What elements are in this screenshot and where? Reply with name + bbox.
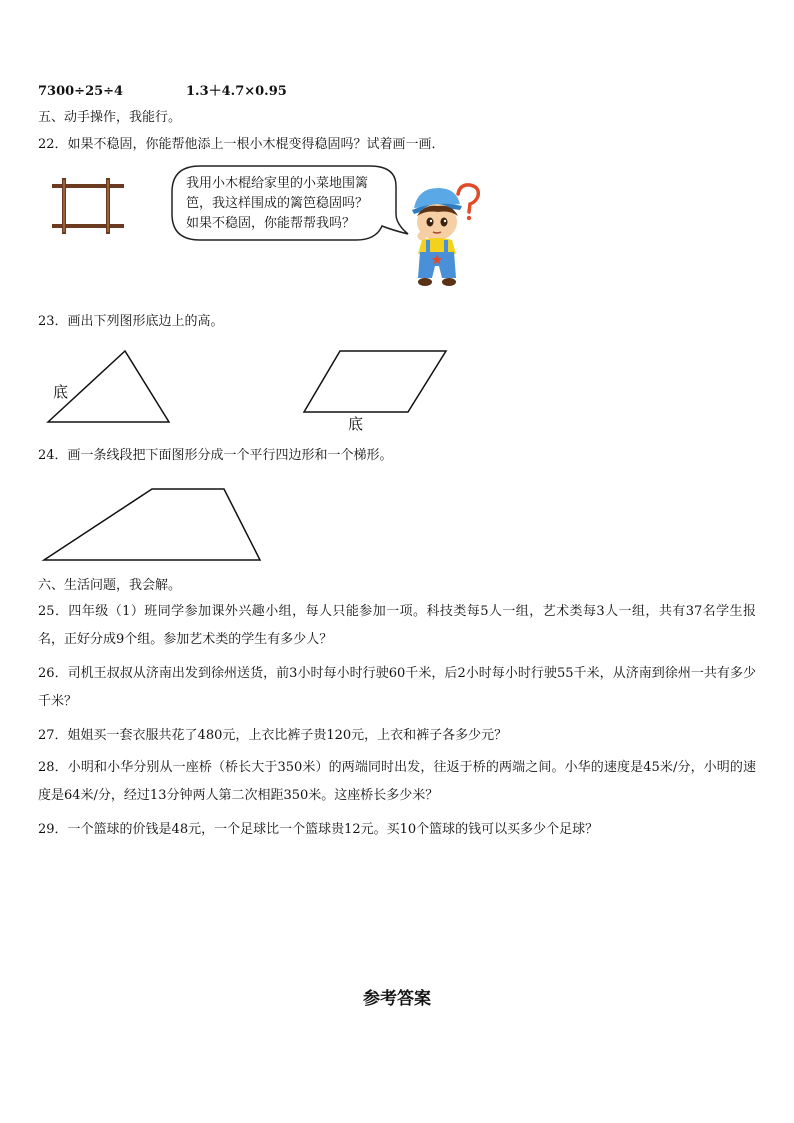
section-5-title: 五、动手操作，我能行。 bbox=[38, 110, 182, 125]
triangle-base-label: 底 bbox=[53, 383, 69, 401]
question-24: 24．画一条线段把下面图形分成一个平行四边形和一个梯形。 bbox=[38, 448, 393, 463]
answer-section-title: 参考答案 bbox=[363, 989, 431, 1009]
question-mark-icon bbox=[458, 185, 478, 220]
parallelogram-figure bbox=[300, 348, 450, 416]
question-26: 26．司机王叔叔从济南出发到徐州送货，前3小时每小时行驶60千米，后2小时每小时行驶55千米，从济南到徐州一共有多少千米？ bbox=[38, 666, 756, 709]
bubble-line-2: 笆，我这样围成的篱笆稳固吗？ bbox=[186, 196, 369, 211]
thinking-boy-icon bbox=[408, 182, 490, 296]
speech-bubble bbox=[170, 164, 420, 242]
question-23: 23．画出下列图形底边上的高。 bbox=[38, 314, 224, 329]
calc-expression-1: 7300÷25÷4 bbox=[38, 84, 124, 99]
question-29: 29．一个篮球的价钱是48元，一个足球比一个篮球贵12元。买10个篮球的钱可以买多少个足球？ bbox=[38, 822, 599, 837]
question-28: 28．小明和小华分别从一座桥（桥长大于350米）的两端同时出发，往返于桥的两端之间。小华的速度是45米/分，小明的速度是64米/分，经过13分钟两人第二次相距350米。这座桥长多少米？ bbox=[38, 760, 756, 803]
calc-expression-2: 1.3＋4.7×0.95 bbox=[186, 84, 287, 99]
bubble-line-1: 我用小木棍给家里的小菜地围篱 bbox=[186, 176, 369, 191]
trapezoid-figure bbox=[40, 486, 264, 564]
wooden-frame-figure bbox=[50, 178, 126, 234]
question-25: 25．四年级（1）班同学参加课外兴趣小组，每人只能参加一项。科技类每5人一组，艺术类每3人一组，共有37名学生报名，正好分成9个组。参加艺术类的学生有多少人？ bbox=[38, 604, 756, 647]
question-27: 27．姐姐买一套衣服共花了480元，上衣比裤子贵120元，上衣和裤子各多少元？ bbox=[38, 728, 508, 743]
question-22: 22．如果不稳固，你能帮他添上一根小木棍变得稳固吗？试着画一画． bbox=[38, 137, 445, 152]
parallelogram-base-label: 底 bbox=[348, 415, 364, 433]
bubble-line-3: 如果不稳固，你能帮帮我吗？ bbox=[186, 216, 356, 231]
section-6-title: 六、生活问题，我会解。 bbox=[38, 578, 182, 593]
